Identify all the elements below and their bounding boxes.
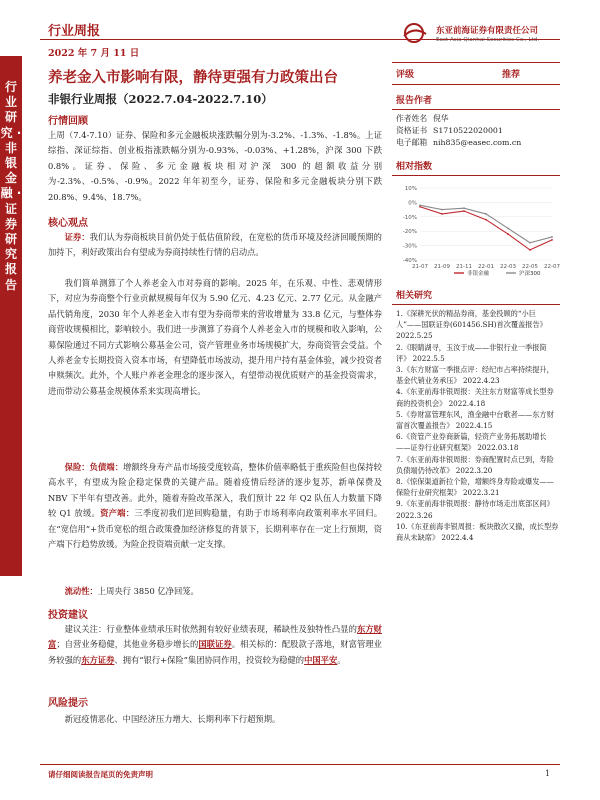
x-axis-ticks [412,264,560,270]
y-axis-ticks [403,186,552,264]
data-point [419,204,421,206]
rating-row [392,63,560,85]
section-heading-market-review: 行情回顾 [48,116,88,127]
x-tick-label: 21-11 [456,264,472,270]
risk-text: 新冠疫情恶化、中国经济压力增大、长期利率下行超预期。 [64,714,281,724]
stock-link-pingan[interactable]: 中国平安 [304,654,338,665]
analyst-row [396,125,560,137]
side-label: 行业研究 · 非银金融 · 证券研究报告 [0,80,22,292]
page-number: 1 [545,769,551,778]
data-point [485,219,487,221]
x-tick-label: 22-07 [544,264,560,270]
analyst-row [396,137,560,149]
analyst-key: 电子邮箱 [396,138,428,147]
insurance-text: 增额终身寿产品市场接受度较高，整体价值率略低于重疾险但也保持较高水平，有望成为险企稳定保费的关键产品。随着疫情后经济的逐步复苏，新单保费及 NBV 下半年有望改善。此外，随着寿险改革深入，我们预计 22 年 Q2 队伍人力数量下降较 Q1 放缓。 [48,462,382,519]
section-heading-core-views: 核心观点 [48,218,88,229]
report-date: 2022 年 7 月 11 日 [48,48,140,59]
related-research-heading: 相关研究 [396,291,433,301]
y-tick-label: -40% [402,258,417,264]
analyst-row [396,113,560,125]
section-heading-investment: 投资建议 [48,610,88,621]
analyst-value: 倪华 [433,114,449,123]
chart-legend [454,269,541,276]
legend-label: 沪深300 [519,271,541,276]
index-chart-heading: 相对指数 [396,162,433,172]
y-tick-label: -30% [402,243,417,250]
section-heading-risk: 风险提示 [48,698,88,709]
x-tick-label: 21-07 [412,264,428,270]
related-research-item[interactable]: 1.《深耕光伏的精品券商，基金投顾的“小巨人”——国联证券(601456.SH)首次覆盖报告》 2022.5.25 [396,309,547,341]
analyst-heading: 报告作者 [396,96,433,106]
rating-label: 评级 [396,70,415,80]
investment-text-e: 。 [337,654,346,665]
header-divider [40,39,560,40]
asset-side-lead: 资产端： [100,508,135,519]
securities-paragraph [48,230,382,261]
company-name-en: East Asia Qianhai Securities Co., Ltd. [436,37,540,43]
securities-lead: 证券： [64,232,90,242]
data-point [529,249,531,251]
x-tick-label: 22-05 [522,264,538,270]
company-name-cn: 东亚前海证券有限责任公司 [436,26,539,36]
chart-series [419,204,553,250]
rating-value: 推荐 [501,70,520,80]
related-research-item[interactable]: 8.《惊保渠道新拉个险，增额终身寿险或爆发——保险行业研究框架》 2022.3.21 [396,477,554,498]
related-research-item[interactable]: 5.《券财富管理东风，渔金融中台歌者——东方财富首次覆盖报告》 2022.4.15 [396,409,554,431]
report-title: 养老金入市影响有限，静待更强有力政策出台 [48,69,338,86]
related-research-item[interactable]: 6.《资管产业券商新篇，轻资产业务拓展助增长——证券行业研究框架》 2022.03.18 [396,432,547,453]
insurance-lead: 保险： [64,462,90,472]
related-research-item[interactable]: 10.《东亚前海非银周报：板块散次又撤，成长型券商从未缺席》 2022.4.4 [396,521,559,543]
analyst-key: 资格证书 [396,126,428,135]
y-tick-label: -20% [402,229,417,236]
liquidity-text: 上周央行 3850 亿净回笼。 [97,586,199,596]
pension-impact-paragraph: 我们简单测算了个人养老金入市对券商的影响。2025 年，在乐观、中性、悲观情形下，对应为券商整个行业贡献规模每年仅为 5.90 亿元、4.23 亿元、2.77 亿元。从金融产品代销角度，2030 年个人养老金入市有望为券商带来的营收增量为 33.8 亿元，与整体券商营收规模相比，影响较小。我们进一步测算了券商个人养老金入市的规模和收入影响，公募保险通过不同方式影响公募基金公司，资产管理业务市场规模扩大，券商资管会受益。个人养老金专长期投资入资本市场，有望降低市场波动，提升用户持有基金体验，减少投资者申赎频次。此外，个人账户养老金理念的逐步深入，有望带动视优质财产的基金投资需求，进而带动公募基金规模体系来实现高增长。 [48,278,382,396]
stock-link-guolian[interactable]: 国联证券 [198,639,232,650]
relative-index-chart [392,176,560,276]
footer-disclaimer: 请仔细阅读报告尾页的免责声明 [48,770,153,779]
y-tick-label: 10% [404,186,417,192]
report-type-tag: 行业周报 [48,24,101,39]
stock-link-dongfang-zhengquan[interactable]: 东方证券 [81,654,115,665]
related-research-item[interactable]: 9.《东亚前海非银周报：静待市场走出底部区间》 2022.3.26 [396,499,554,520]
liability-side-lead: 负债端： [89,462,124,472]
liquidity-paragraph [48,584,382,599]
footer-divider [40,764,560,765]
data-point [551,239,553,241]
x-tick-label: 22-03 [500,264,516,270]
data-point [485,213,487,215]
related-research-item[interactable]: 4.《东亚前海非银周报：关注东方财富等成长型券商的投资机会》 2022.4.18 [396,387,554,408]
securities-text: 我们认为券商板块目前仍处于低估值阶段，在宽松的货币环境及经济回暖预期的加持下，利好政策出台有望成为券商持续性行情的启动点。 [48,232,382,258]
data-point [463,207,465,209]
data-point [463,210,465,212]
sidebar-column [392,62,560,543]
x-tick-label: 21-09 [434,264,450,270]
data-point [441,213,443,215]
report-subtitle: 非银行业周报（2022.7.04-2022.7.10） [48,92,273,106]
data-point [507,227,509,229]
analyst-key: 作者姓名 [396,114,428,123]
data-point [551,236,553,238]
investment-text-a: 建议关注：行业整体业绩承压时依然拥有较好业绩表现，稀缺性及独特性凸显的 [64,624,357,634]
data-point [507,233,509,235]
related-research-item[interactable]: 3.《东方财富一季报点评：经纪市占率持续提升，基金代销业务承压》 2022.4.23 [396,365,554,386]
y-tick-label: -10% [402,214,417,221]
analyst-table [392,109,560,149]
liquidity-lead: 流动性： [64,586,98,596]
investment-text-b: ；自营业务稳健，其他业务稳步增长的 [56,639,199,650]
market-review-text: 上周（7.4-7.10）证券、保险和多元金融板块涨跌幅分别为-3.2%、-1.3%、-1.8%。上证综指、深证综指、创业板指涨跌幅分别为-0.93%、-0.03%、+1.28%，沪深 300 下跌 0.8%。证券、保险、多元金融板块相对沪深 300 的超额收益分别为-2.3%、-0.5%、-0.9%。2022 年年初至今，证券、保险和多元金融板块分别下跌 20.8%、9.4%、18.7%。 [48,130,382,202]
asset-side-text: 三季度初我们逆回购稳量，有助于市场利率向政策利率水平回归。在“宽信用”+货币宽松的组合政策叠加经济修复的背景下，长期利率存在一定上行预期，资产端下行趋势放缓。为险企投资端贡献一定支撑。 [48,508,382,550]
investment-text-d: 、拥有“银行+保险”集团协同作用，投资较为稳健的 [114,654,305,665]
x-tick-label: 22-01 [478,264,494,270]
stock-link-dongfang-caifu[interactable]: 东方财富 [48,624,382,650]
related-research-list [392,304,560,543]
investment-text [48,622,382,668]
series-line-1 [420,205,552,242]
insurance-paragraph [48,460,382,552]
data-point [529,242,531,244]
y-tick-label: 0% [408,200,417,207]
related-research-item[interactable]: 2.《眼睛湖寻，玉汝于成——非银行业一季报简评》 2022.5.5 [396,342,547,363]
related-research-item[interactable]: 7.《东亚前海非银周报：券商配置时点已到，寿险负债端仍待改革》 2022.3.20 [396,454,554,475]
legend-label: 非银金融 [467,271,490,276]
data-point [441,209,443,211]
investment-text-c: 。相关标的：配股款子落地，财富管理业务较强的 [48,639,382,665]
analyst-value: S1710522020001 [433,126,503,135]
analyst-value[interactable]: nih835@easec.com.cn [433,138,522,147]
